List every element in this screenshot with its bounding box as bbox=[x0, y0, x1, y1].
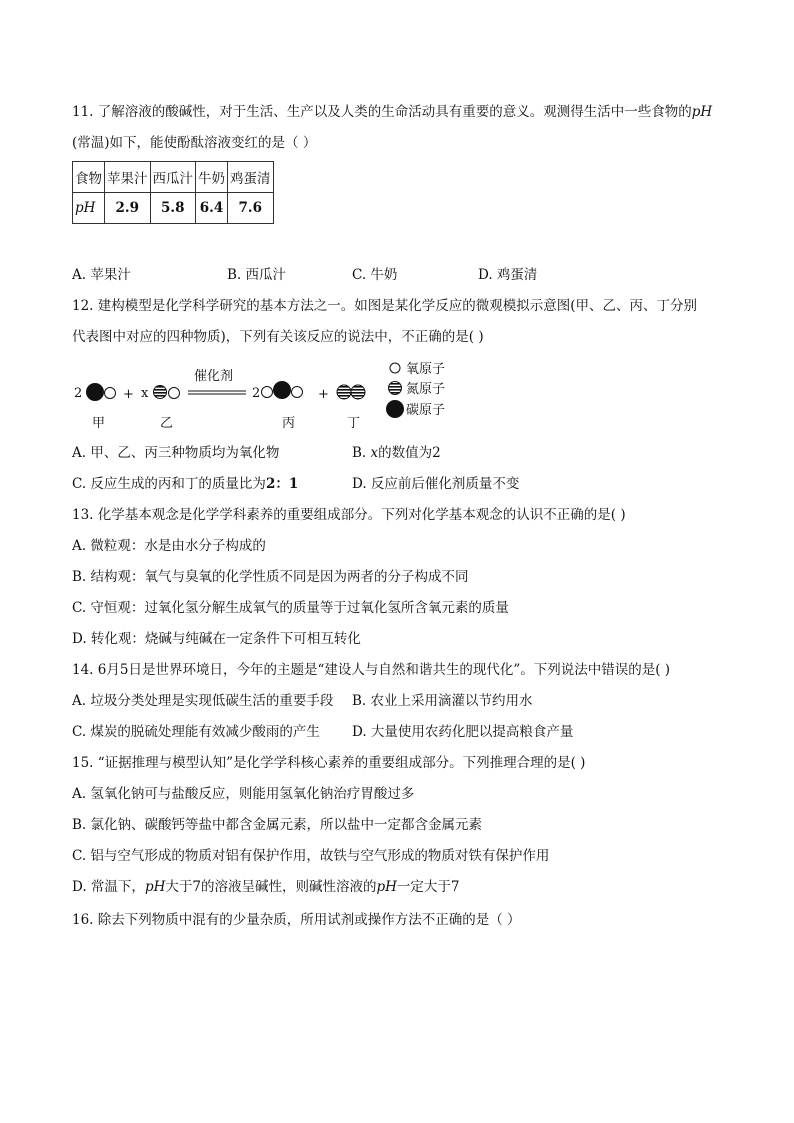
nitrogen-atom-icon bbox=[389, 382, 402, 395]
legend-oxygen bbox=[390, 362, 445, 377]
q11-option-a[interactable]: A. 苹果汁 bbox=[72, 267, 131, 283]
ph-symbol: pH bbox=[376, 879, 397, 895]
q14-option-d[interactable]: D. 大量使用农药化肥以提高粮食产量 bbox=[352, 724, 574, 740]
table-header-cell: 鸡蛋清 bbox=[228, 162, 274, 193]
option-letter: B. bbox=[352, 445, 371, 461]
option-text: C. 反应生成的丙和丁的质量比为 bbox=[72, 476, 266, 492]
table-header-cell: 西瓜汁 bbox=[150, 162, 196, 193]
legend-label: 碳原子 bbox=[406, 403, 446, 418]
q15-option-c[interactable]: C. 铝与空气形成的物质对铝有保护作用，故铁与空气形成的物质对铁有保护作用 bbox=[72, 848, 550, 864]
table-cell: 2.9 bbox=[105, 193, 151, 224]
ph-symbol: pH bbox=[144, 879, 166, 895]
molecule-ding bbox=[337, 385, 365, 399]
q15-option-a[interactable]: A. 氢氧化钠可与盐酸反应，则能用氢氧化钠治疗胃酸过多 bbox=[72, 786, 415, 802]
q11-option-d[interactable]: D. 鸡蛋清 bbox=[478, 267, 538, 283]
ph-symbol: pH bbox=[691, 104, 713, 120]
q12-option-c[interactable] bbox=[72, 474, 298, 494]
q13-option-a[interactable]: A. 微粒观：水是由水分子构成的 bbox=[72, 538, 266, 554]
q12-option-d[interactable]: D. 反应前后催化剂质量不变 bbox=[352, 476, 520, 492]
oxygen-atom-icon bbox=[390, 363, 400, 373]
q13-option-b[interactable]: B. 结构观：氧气与臭氧的化学性质不同是因为两者的分子构成不同 bbox=[72, 569, 469, 585]
catalyst-label: 催化剂 bbox=[194, 369, 234, 384]
option-text: D. 常温下， bbox=[72, 879, 145, 895]
table-header-cell: 食物 bbox=[73, 162, 105, 193]
q12-stem-line2: 代表图中对应的四种物质)，下列有关该反应的说法中，不正确的是( ) bbox=[72, 329, 484, 345]
label-bing: 丙 bbox=[282, 416, 296, 431]
q15-option-b[interactable]: B. 氯化钠、碳酸钙等盐中都含金属元素，所以盐中一定都含金属元素 bbox=[72, 817, 483, 833]
q14-option-b[interactable]: B. 农业上采用滴灌以节约用水 bbox=[352, 693, 533, 709]
q12-option-b[interactable] bbox=[352, 443, 441, 463]
legend-label: 氧原子 bbox=[406, 362, 446, 377]
option-text: 一定大于7 bbox=[396, 879, 460, 895]
table-header-cell: 苹果汁 bbox=[105, 162, 151, 193]
plus-sign: + bbox=[318, 387, 329, 402]
table-cell: 6.4 bbox=[196, 193, 228, 224]
q16-stem: 16. 除去下列物质中混有的少量杂质，所用试剂或操作方法不正确的是（ ） bbox=[72, 912, 521, 928]
q12-stem-line1: 12. 建构模型是化学科学研究的基本方法之一。如图是某化学反应的微观模拟示意图(甲、乙、丙、丁分别 bbox=[72, 298, 698, 314]
coef-jia: 2 bbox=[74, 386, 83, 401]
q11-stem-line1 bbox=[72, 102, 712, 122]
table-row-label: pH bbox=[73, 193, 105, 224]
legend-label: 氮原子 bbox=[406, 382, 446, 397]
molecule-jia bbox=[86, 383, 116, 401]
q15-option-d[interactable] bbox=[72, 877, 459, 897]
label-ding: 丁 bbox=[347, 416, 361, 431]
table-cell: 5.8 bbox=[150, 193, 196, 224]
table-header-cell: 牛奶 bbox=[196, 162, 228, 193]
q14-option-c[interactable]: C. 煤炭的脱硫处理能有效减少酸雨的产生 bbox=[72, 724, 320, 740]
mass-ratio: 2：1 bbox=[265, 476, 299, 492]
q13-option-c[interactable]: C. 守恒观：过氧化氢分解生成氧气的质量等于过氧化氢所含氧元素的质量 bbox=[72, 600, 509, 616]
q14-option-a[interactable]: A. 垃圾分类处理是实现低碳生活的重要手段 bbox=[72, 693, 334, 709]
table-row bbox=[73, 193, 274, 224]
ph-table bbox=[72, 161, 274, 224]
option-text: 大于7的溶液呈碱性，则碱性溶液的 bbox=[165, 879, 377, 895]
variable-x: x bbox=[370, 445, 379, 461]
plus-sign: + bbox=[123, 387, 134, 402]
legend-nitrogen bbox=[389, 382, 446, 398]
molecule-yi bbox=[154, 386, 180, 399]
reaction-diagram bbox=[68, 356, 488, 436]
q11-option-c[interactable]: C. 牛奶 bbox=[352, 267, 398, 283]
carbon-atom-icon bbox=[386, 400, 404, 418]
molecule-bing bbox=[262, 381, 303, 399]
label-jia: 甲 bbox=[92, 416, 106, 431]
q11-stem-line2: (常温)如下，能使酚酞溶液变红的是（ ） bbox=[72, 135, 317, 151]
label-yi: 乙 bbox=[160, 416, 174, 431]
q13-option-d[interactable]: D. 转化观：烧碱与纯碱在一定条件下可相互转化 bbox=[72, 631, 361, 647]
coef-bing: 2 bbox=[252, 386, 261, 401]
q13-stem: 13. 化学基本观念是化学学科素养的重要组成部分。下列对化学基本观念的认识不正确的是( ) bbox=[72, 507, 626, 523]
legend-carbon bbox=[386, 400, 445, 418]
table-cell: 7.6 bbox=[228, 193, 274, 224]
q12-option-a[interactable]: A. 甲、乙、丙三种物质均为氧化物 bbox=[72, 445, 280, 461]
coef-yi: x bbox=[141, 386, 149, 401]
q15-stem: 15. “证据推理与模型认知”是化学学科核心素养的重要组成部分。下列推理合理的是( ) bbox=[72, 755, 586, 771]
table-row bbox=[73, 162, 274, 193]
q14-stem: 14. 6月5日是世界环境日，今年的主题是“建设人与自然和谐共生的现代化”。下列说法中错误的是( ) bbox=[72, 662, 671, 678]
q11-option-b[interactable]: B. 西瓜汁 bbox=[227, 267, 287, 283]
q11-stem-text: 11. 了解溶液的酸碱性，对于生活、生产以及人类的生命活动具有重要的意义。观测得生活中一些食物的 bbox=[72, 104, 692, 120]
reaction-diagram-svg bbox=[68, 356, 488, 436]
option-text: 的数值为2 bbox=[378, 445, 441, 461]
